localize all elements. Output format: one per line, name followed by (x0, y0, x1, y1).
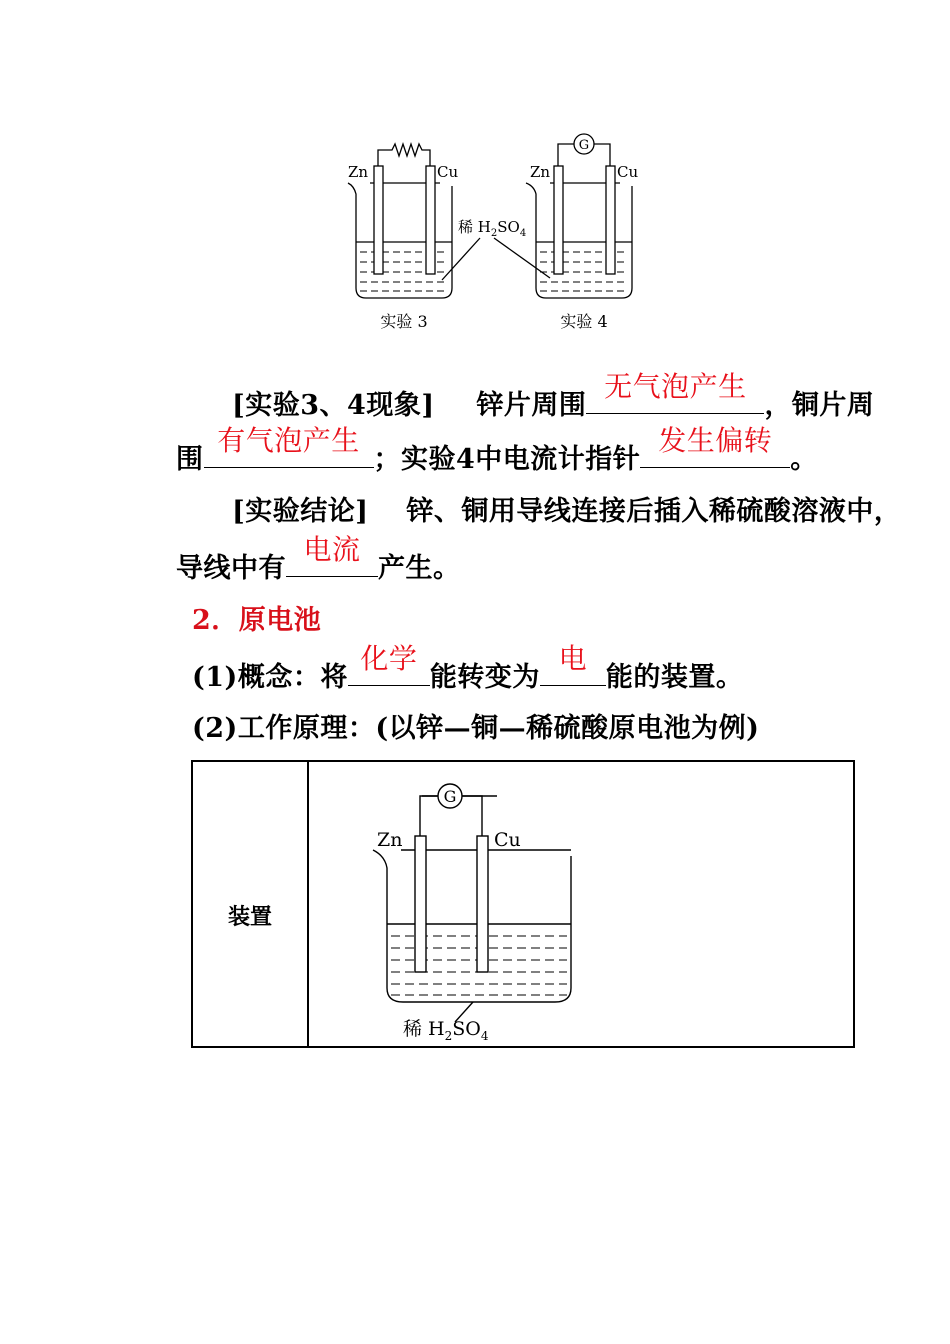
conclusion-line-2 (176, 533, 461, 589)
acid-label-bottom: 稀 $H_2SO_4$ (403, 1018, 489, 1041)
conclusion-text-a: 锌、铜用导线连接后插入稀硫酸溶液中， (406, 496, 902, 527)
concept-answer1: 化学 (360, 642, 418, 675)
beaker-3 (348, 183, 452, 298)
conclusion-answer: 电流 (303, 533, 361, 566)
principle-line: (2)工作原理：(以锌—铜—稀硫酸原电池为例) (192, 713, 760, 744)
device-table (191, 760, 855, 1048)
copper-electrode-4 (606, 166, 615, 274)
conclusion-label: [实验结论] (232, 496, 369, 527)
zn-text: 锌片周围 (476, 390, 587, 421)
meter-answer: 发生偏转 (658, 424, 773, 457)
zinc-electrode-4 (554, 166, 563, 274)
meter-text: ；实验4中电流计指针 (373, 444, 641, 475)
exp3-zn-label: Zn (348, 163, 369, 181)
copper-electrode (477, 836, 488, 972)
cu-text-b: 围 (176, 444, 204, 475)
cu-text-a: ，铜片周 (764, 390, 875, 421)
beaker (373, 850, 571, 1002)
device-label-cell (193, 762, 309, 1046)
section-heading: 2．原电池 (192, 605, 322, 636)
galvanic-cell-figure (343, 776, 643, 1041)
zinc-electrode-3 (374, 166, 383, 274)
device-label: 装置 (227, 904, 272, 930)
concept-line (192, 642, 744, 698)
concept-answer2-blank (540, 642, 606, 686)
concept-answer2: 电 (558, 642, 588, 675)
zn-answer-blank (586, 370, 764, 414)
experiment-3-4-figure (330, 128, 640, 340)
exp3-caption: 实验 3 (380, 312, 428, 331)
exp4-caption: 实验 4 (560, 312, 608, 331)
meter-label: G (443, 787, 457, 806)
exp3-cu-label: Cu (437, 163, 459, 181)
zinc-electrode (415, 836, 426, 972)
zn-label: Zn (377, 829, 403, 851)
exp4-zn-label: Zn (530, 163, 551, 181)
resistor-wire (378, 144, 430, 166)
phenomenon-line-2 (176, 424, 818, 480)
phenomenon-end: 。 (790, 444, 818, 475)
cu-label: Cu (494, 829, 521, 851)
conclusion-answer-blank (286, 533, 378, 577)
concept-end: 能的装置。 (605, 662, 744, 693)
concept-mid: 能转变为 (429, 662, 540, 693)
beaker-4 (526, 183, 632, 298)
exp4-cu-label: Cu (617, 163, 639, 181)
zn-answer: 无气泡产生 (604, 370, 747, 403)
cu-answer-blank (204, 424, 374, 468)
conclusion-line-1 (232, 492, 901, 532)
concept-answer1-blank (348, 642, 430, 686)
conclusion-text-b: 导线中有 (176, 553, 286, 584)
phenomenon-line-1 (232, 370, 875, 426)
copper-electrode-3 (426, 166, 435, 274)
cu-answer: 有气泡产生 (217, 424, 360, 457)
acid-label: 稀 $H_2SO_4$ (458, 218, 527, 239)
conclusion-text-c: 产生。 (378, 553, 461, 584)
exp4-meter-label: G (578, 138, 590, 153)
meter-answer-blank (640, 424, 790, 468)
concept-prefix: (1)概念：将 (192, 662, 348, 693)
phenomenon-label: [实验3、4现象] (232, 390, 435, 421)
